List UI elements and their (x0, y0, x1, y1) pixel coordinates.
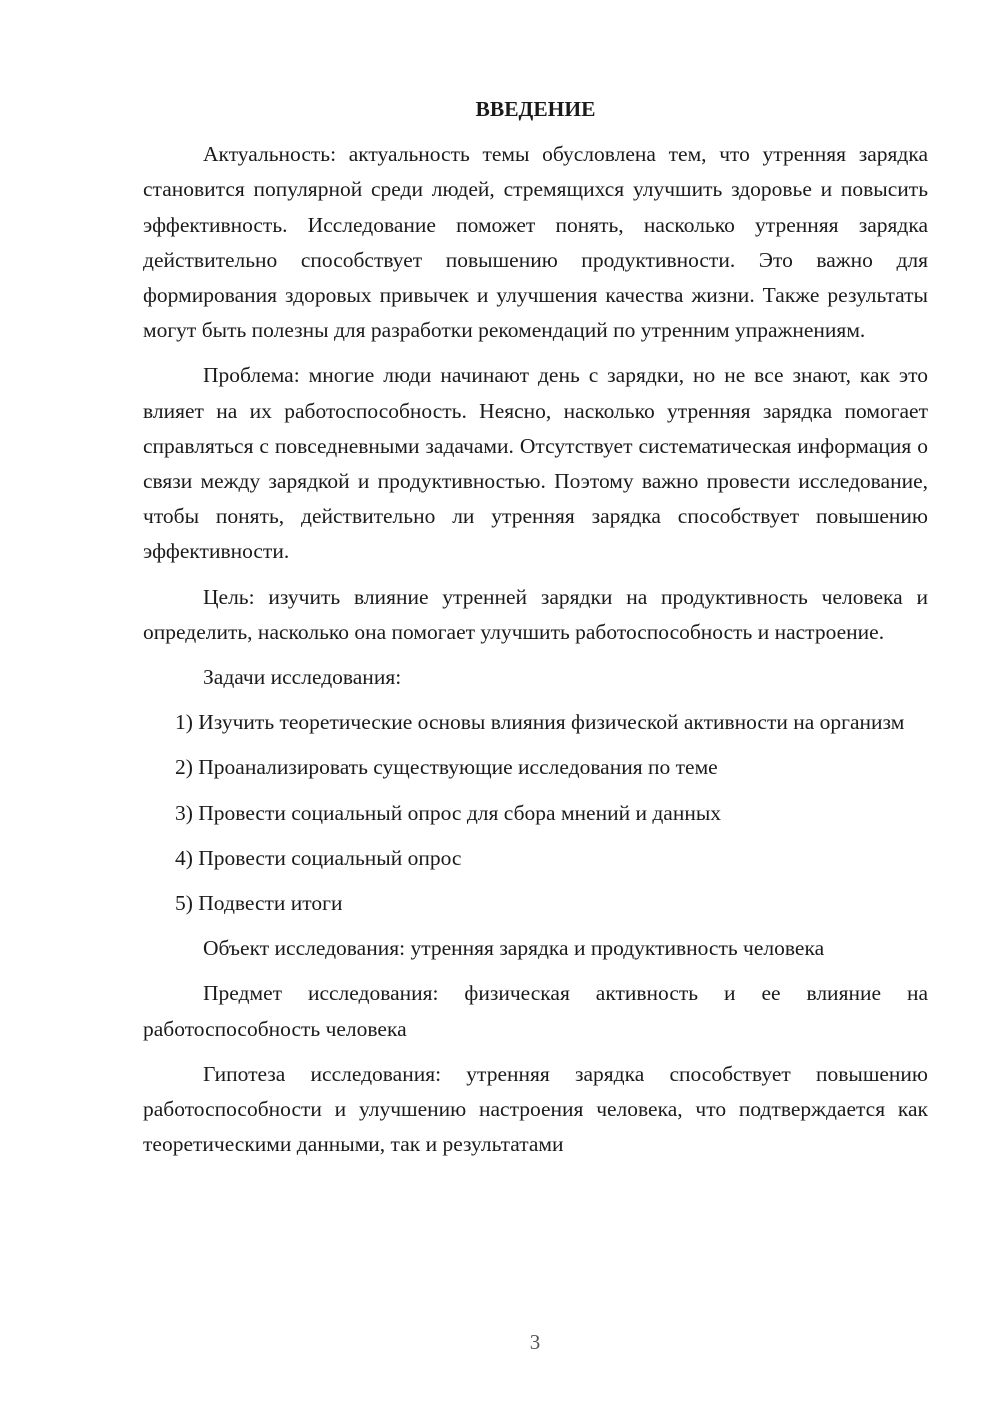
hypothesis-paragraph: Гипотеза исследования: утренняя зарядка способствует повышению работоспособности и улучшению настроения человека, что подтверждается как теоретическими данными, так и результатами (143, 1061, 928, 1157)
task-item-1: 1) Изучить теоретические основы влияния физической активности на организм (175, 710, 905, 735)
relevance-paragraph: Актуальность: актуальность темы обусловлена тем, что утренняя зарядка становится популярной среди людей, стремящихся улучшить здоровье и повысить эффективность. Исследование поможет понять, насколько утренняя зарядка действительно способствует повышению продуктивности. Это важно для формирования здоровых привычек и улучшения качества жизни. Также результаты могут быть полезны для разработки рекомендаций по утренним упражнениям. (143, 142, 928, 343)
document-page (143, 92, 928, 1172)
problem-paragraph: Проблема: многие люди начинают день с зарядки, но не все знают, как это влияет на их работоспособность. Неясно, насколько утренняя зарядка помогает справляться с повседневными задачами. Отсутствует систематическая информация о связи между зарядкой и продуктивностью. Поэтому важно провести исследование, чтобы понять, действительно ли утренняя зарядка способствует повышению эффективности. (143, 363, 928, 564)
task-item-2: 2) Проанализировать существующие исследования по теме (175, 755, 718, 780)
goal-paragraph: Цель: изучить влияние утренней зарядки на продуктивность человека и определить, насколько она помогает улучшить работоспособность и настроение. (143, 584, 928, 644)
page-number: 3 (529, 1330, 541, 1354)
task-item-4: 4) Провести социальный опрос (175, 845, 462, 870)
object-paragraph: Объект исследования: утренняя зарядка и продуктивность человека (203, 936, 825, 961)
tasks-heading: Задачи исследования: (203, 665, 402, 690)
document-title: ВВЕДЕНИЕ (475, 97, 596, 121)
task-item-3: 3) Провести социальный опрос для сбора мнений и данных (175, 800, 722, 825)
task-item-5: 5) Подвести итоги (175, 891, 343, 916)
subject-paragraph: Предмет исследования: физическая активность и ее влияние на работоспособность человека (143, 981, 928, 1041)
